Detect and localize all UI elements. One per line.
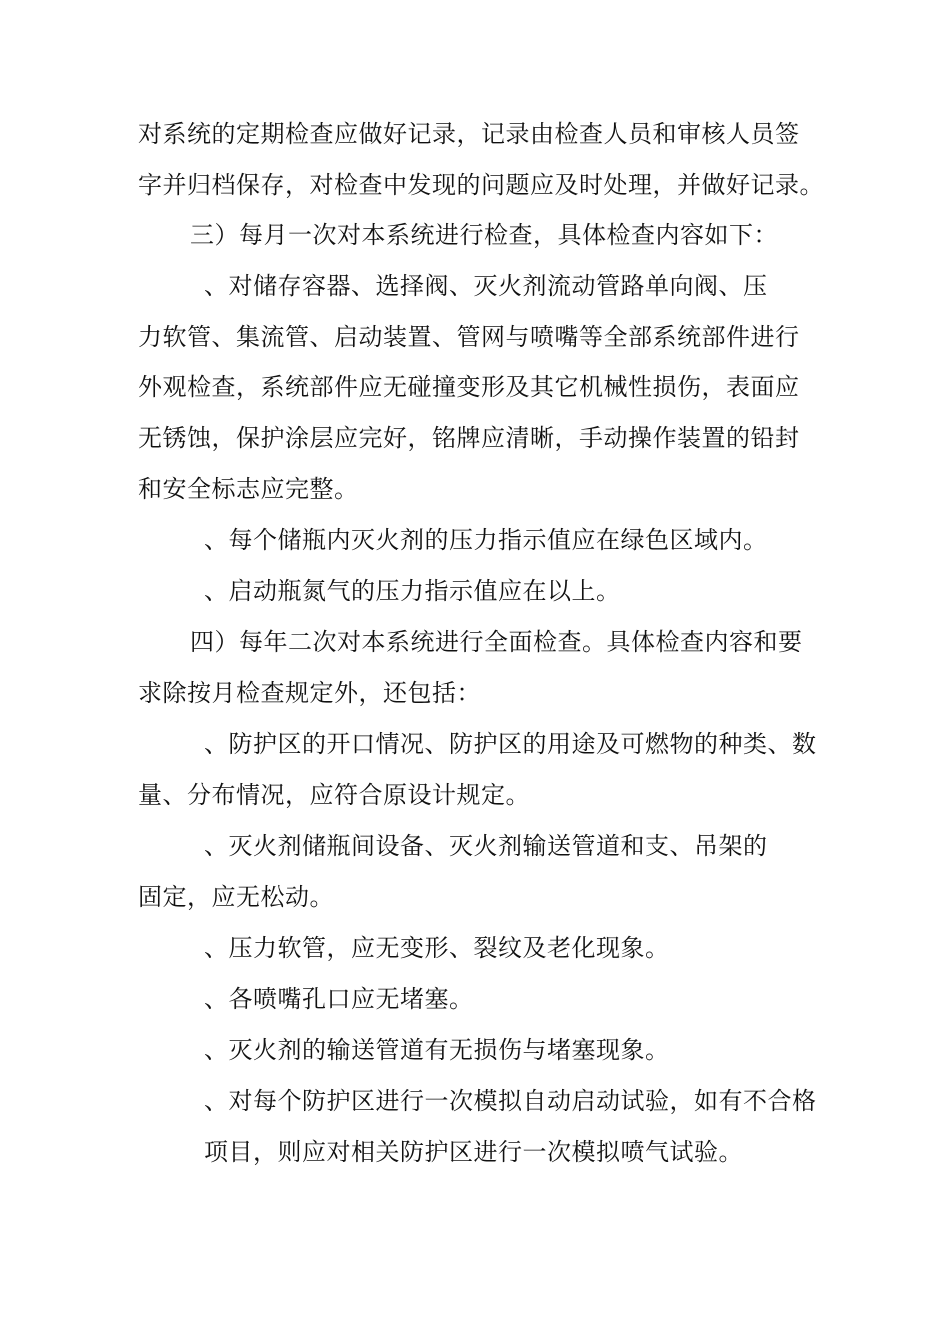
text-line-16: 固定，应无松动。	[138, 883, 334, 911]
text-line-9: 、每个储瓶内灭火剂的压力指示值应在绿色区域内。	[204, 526, 768, 554]
text-line-19: 、灭火剂的输送管道有无损伤与堵塞现象。	[204, 1036, 670, 1064]
text-line-13: 、防护区的开口情况、防护区的用途及可燃物的种类、数	[204, 730, 817, 758]
text-line-1: 对系统的定期检查应做好记录，记录由检查人员和审核人员签	[138, 120, 800, 148]
text-line-7: 无锈蚀，保护涂层应完好，铭牌应清晰，手动操作装置的铅封	[138, 424, 800, 452]
text-line-5: 力软管、集流管、启动装置、管网与喷嘴等全部系统部件进行	[138, 323, 800, 351]
section-3-heading: 三）每月一次对本系统进行检查，具体检查内容如下：	[190, 221, 778, 249]
text-line-8: 和安全标志应完整。	[138, 475, 359, 503]
text-line-21: 项目，则应对相关防护区进行一次模拟喷气试验。	[204, 1138, 743, 1166]
text-line-14: 量、分布情况，应符合原设计规定。	[138, 781, 530, 809]
text-line-2: 字并归档保存，对检查中发现的问题应及时处理，并做好记录。	[138, 171, 824, 199]
text-line-18: 、各喷嘴孔口应无堵塞。	[204, 985, 474, 1013]
text-line-15: 、灭火剂储瓶间设备、灭火剂输送管道和支、吊架的	[204, 832, 768, 860]
text-line-10: 、启动瓶氮气的压力指示值应在以上。	[204, 577, 621, 605]
text-line-20: 、对每个防护区进行一次模拟自动启动试验，如有不合格	[204, 1087, 817, 1115]
text-line-6: 外观检查，系统部件应无碰撞变形及其它机械性损伤，表面应	[138, 373, 800, 401]
section-4-heading: 四）每年二次对本系统进行全面检查。具体检查内容和要	[190, 628, 803, 656]
text-line-12: 求除按月检查规定外，还包括：	[138, 679, 481, 707]
text-line-4: 、对储存容器、选择阀、灭火剂流动管路单向阀、压	[204, 272, 768, 300]
text-line-17: 、压力软管，应无变形、裂纹及老化现象。	[204, 934, 670, 962]
